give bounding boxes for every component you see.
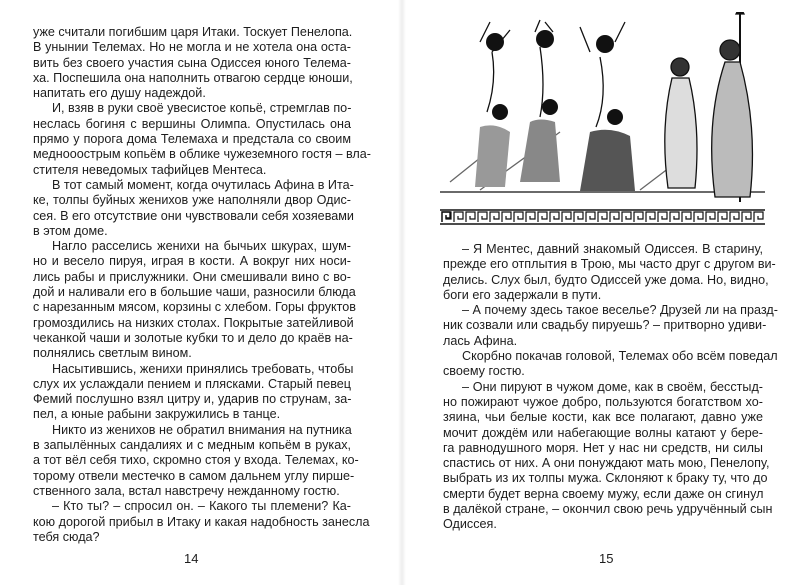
text-line: Фемий послушно взял цитру и, ударив по струнам, за- [33,392,352,407]
text-line: – Я Ментес, давний знакомый Одиссея. В старину, [462,242,763,256]
text-line: торому отвели местечко в самом дальнем углу пирше- [33,468,355,483]
right-page-text [443,242,778,533]
text-line: выбрать из их толпы мужа. Склоняют к браку ту, что до [443,471,768,486]
greek-key-ornament [502,212,511,222]
greek-key-ornament [622,212,631,222]
paragraph [443,349,778,380]
text-line: дой и наливали его в большие чаши, разносили блюда [33,285,356,300]
greek-key-ornament [742,212,751,222]
greek-key-ornament [574,212,583,222]
text-line: меднооострым копьём в облике чужеземного гостя – вла- [33,147,371,162]
text-line: И, взяв в руки своё увесистое копьё, стремглав по- [52,101,352,116]
paragraph [443,379,773,533]
text-line: а тот вёл себя тихо, скромно стоя у входа. Телемах, ко- [33,453,359,468]
greek-key-ornament [490,212,499,222]
greek-key-ornament [454,212,463,222]
paragraph [33,177,354,239]
text-line: полнялись светлым вином. [33,346,192,361]
text-line: спастись от них. А они понуждают мать мою, Пенелопу, [443,456,770,471]
illustration-feast-scene [440,12,765,227]
text-line: неслась богиня с вершины Олимпа. Опустилась она [33,116,351,131]
greek-key-ornament [478,212,487,222]
greek-key-ornament [610,212,619,222]
text-line: в этом доме. [33,223,108,238]
page-number-left: 14 [184,551,199,566]
text-line: ник созвали или свадьбу пируешь? – притворно удиви- [443,318,767,333]
paragraph [33,422,359,499]
text-line: своему гостю. [443,364,525,379]
text-line: но и весело пируя, играя в кости. А вокруг них носи- [33,254,351,269]
text-line: – Они пируют в чужом доме, как в своём, бесстыд- [462,379,763,394]
text-line: зяина, чьи белые кости, как все полагают, давно уже [443,410,763,425]
text-line: но пожирают чужое добро, пользуются богатством хо- [443,394,763,409]
text-line: В унынии Телемах. Но не могла и не хотела она оста- [33,40,351,55]
text-line: – А почему здесь такое веселье? Друзей ли на празд- [462,303,778,318]
greek-key-ornament [754,212,763,222]
text-line: боги его задержали в пути. [443,287,602,302]
greek-key-ornament [562,212,571,222]
text-line: – Кто ты? – спросил он. – Какого ты племени? Ка- [52,499,351,514]
text-line: прямо у порога дома Телемаха и предстала со своим [33,132,351,147]
text-line: вить без своего участия сына Одиссея юного Телема- [33,55,351,70]
greek-key-ornament [598,212,607,222]
text-line: смерти будет верна своему мужу, если даже он сгинул [443,486,764,501]
text-line: в запылённых сандалиях и с медным копьём в руках, [33,438,351,453]
paragraph [33,499,370,545]
greek-key-ornament [706,212,715,222]
paragraph [33,25,351,101]
text-line: тебя сюда? [33,529,100,544]
left-page-text [33,25,371,545]
text-line: лись рабы и прислужники. Они смешивали вино с во- [33,269,351,284]
greek-key-ornament [526,212,535,222]
text-line: Насытившись, женихи принялись требовать, чтобы [52,361,354,376]
greek-key-ornament [634,212,643,222]
text-line: В тот самый момент, когда очутилась Афина в Ита- [52,177,354,192]
text-line: ха. Поспешила она наполнить отвагою сердце юноши, [33,70,353,85]
greek-key-ornament [670,212,679,222]
text-line: ке, толпы буйных женихов уже наполняли двор Одис- [33,193,351,208]
page-number-right: 15 [599,551,614,566]
text-line: уже считали погибшим царя Итаки. Тоскует Пенелопа. [33,25,353,39]
text-line: кою дорогой прибыл в Итаку и какая надобность занесла [33,514,370,529]
paragraph [33,101,371,177]
paragraph [33,361,354,423]
text-line: стителя неведомых тафийцев Ментеса. [33,162,267,177]
text-line: ственного зала, встал навстречу нежданному гостю. [33,483,340,498]
greek-key-ornament [466,212,475,222]
text-line: с нарезанным мясом, корзины с хлебом. Горы фруктов [33,300,356,315]
greek-key-ornament [730,212,739,222]
text-line: громоздились на низких столах. Покрытые затейливой [33,315,354,330]
greek-key-ornament [718,212,727,222]
text-line: мочит дождём или набегающие волны катают у бере- [443,425,763,440]
greek-key-ornament [550,212,559,222]
text-line: Никто из женихов не обратил внимания на путника [52,422,352,437]
text-line: га равнодушного моря. Нет у нас ни средств, ни силы [443,440,763,455]
text-line: в далёкой стране, – окончил свою речь удручённый сын [443,502,773,517]
greek-key-ornament [694,212,703,222]
text-line: Скорбно покачав головой, Телемах обо всём поведал [462,349,778,364]
greek-key-ornament [646,212,655,222]
paragraph [443,242,776,303]
text-line: Нагло расселись женихи на бычьих шкурах, шум- [52,239,351,254]
greek-key-ornament [538,212,547,222]
text-line: сея. В его отсутствие они чувствовали себя хозяевами [33,208,354,223]
text-line: делись. Слух был, будто Одиссей уже дома. Но, видно, [443,272,769,287]
greek-key-ornament [658,212,667,222]
text-line: лась Афина. [443,333,518,348]
text-line: слух их услаждали пением и плясками. Старый певец [33,376,351,391]
left-page [0,0,402,585]
paragraph [33,239,356,361]
text-line: чеканкой чаши и золотые кубки то и дело до краёв на- [33,330,353,345]
text-line: напитать его душу надеждой. [33,86,206,101]
greek-key-ornament [514,212,523,222]
text-line: прежде его отплытия в Трою, мы часто друг с другом ви- [443,257,776,272]
text-line: пел, а юные рабыни закружились в танце. [33,407,281,422]
paragraph [443,303,778,349]
text-line: Одиссея. [443,517,497,532]
greek-key-ornament [586,212,595,222]
greek-key-ornament [682,212,691,222]
